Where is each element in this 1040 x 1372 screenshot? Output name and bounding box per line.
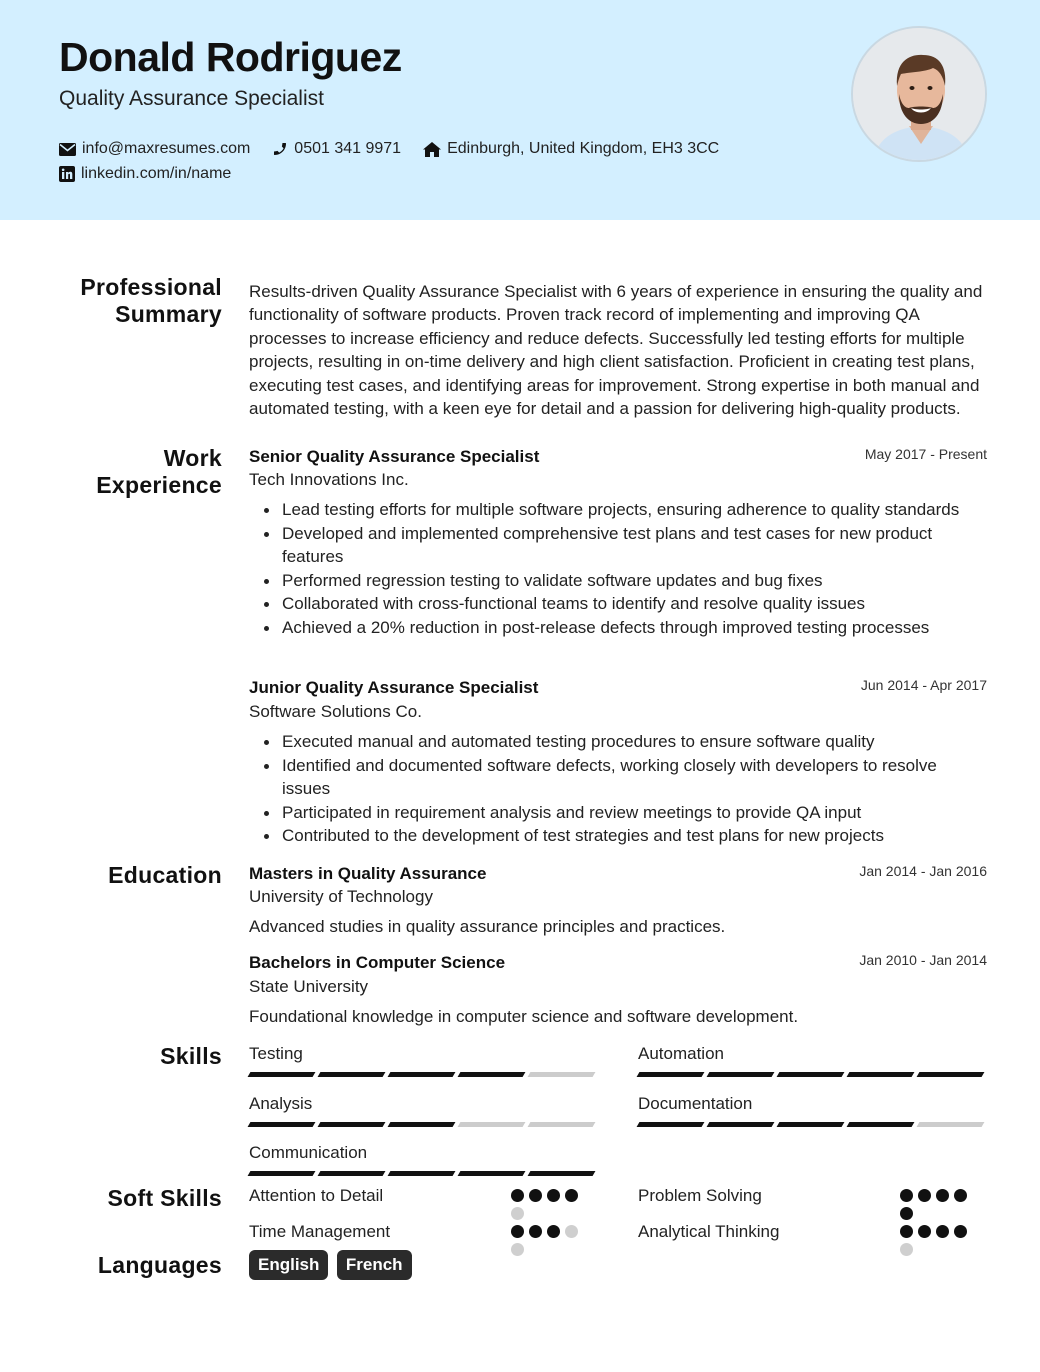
job-1-bullets <box>260 498 987 640</box>
skill-label: Automation <box>638 1044 724 1063</box>
contact-row <box>59 140 741 158</box>
address-text: Edinburgh, United Kingdom, EH3 3CC <box>447 140 720 157</box>
language-tags <box>249 1250 416 1280</box>
skill-segment <box>847 1072 915 1077</box>
address-item <box>423 140 719 158</box>
skill-bar <box>249 1122 594 1127</box>
skill-segment <box>318 1072 386 1077</box>
rating-dot <box>547 1225 560 1238</box>
candidate-name: Donald Rodriguez <box>59 34 402 80</box>
edu-1-degree: Masters in Quality Assurance <box>249 864 487 883</box>
rating-dot <box>918 1189 931 1202</box>
rating-dot <box>900 1225 913 1238</box>
contact-row-2 <box>59 165 253 183</box>
rating-dot <box>511 1225 524 1238</box>
email-text: info@maxresumes.com <box>82 140 251 157</box>
skill-segment <box>707 1072 775 1077</box>
skill-segment <box>528 1171 596 1176</box>
home-icon <box>423 142 441 157</box>
skill-label: Analysis <box>249 1094 313 1113</box>
rating-dot <box>565 1189 578 1202</box>
edu-1-dates: Jan 2014 - Jan 2016 <box>859 863 987 879</box>
language-tag: French <box>337 1250 412 1280</box>
linkedin-icon <box>59 166 75 182</box>
soft-skill-label: Analytical Thinking <box>638 1222 780 1241</box>
language-tag: English <box>249 1250 328 1280</box>
list-item: Achieved a 20% reduction in post-release defects through improved testing processes <box>260 616 987 640</box>
job-2-bullets <box>260 730 987 848</box>
section-title-education: Education <box>108 862 222 888</box>
rating-dot <box>529 1189 542 1202</box>
section-title-work: Work Experience <box>96 445 222 498</box>
edu-1-school: University of Technology <box>249 887 433 906</box>
skill-label: Documentation <box>638 1094 753 1113</box>
soft-skill-label: Attention to Detail <box>249 1186 384 1205</box>
skill-segment <box>318 1122 386 1127</box>
skill-segment <box>318 1171 386 1176</box>
rating-dot <box>954 1189 967 1202</box>
job-2-company: Software Solutions Co. <box>249 702 422 721</box>
skill-segment <box>458 1171 526 1176</box>
rating-dot <box>511 1189 524 1202</box>
list-item: Contributed to the development of test strategies and test plans for new projects <box>260 824 987 848</box>
linkedin-text: linkedin.com/in/name <box>81 165 232 182</box>
skill-label: Testing <box>249 1044 303 1063</box>
job-2-dates: Jun 2014 - Apr 2017 <box>860 677 987 693</box>
phone-item[interactable] <box>272 140 401 158</box>
rating-dot <box>936 1189 949 1202</box>
skill-segment <box>528 1072 596 1077</box>
skill-segment <box>388 1122 456 1127</box>
list-item: Lead testing efforts for multiple software projects, ensuring adherence to quality standards <box>260 498 987 522</box>
rating-dot <box>900 1243 913 1256</box>
job-1-company: Tech Innovations Inc. <box>249 470 409 489</box>
rating-dot <box>511 1243 524 1256</box>
skill-testing <box>249 1044 597 1064</box>
email-item[interactable] <box>59 140 250 158</box>
skill-bar <box>249 1171 594 1176</box>
list-item: Executed manual and automated testing procedures to ensure software quality <box>260 730 987 754</box>
job-title: Quality Assurance Specialist <box>59 87 324 110</box>
linkedin-item[interactable] <box>59 165 231 183</box>
rating-dot <box>918 1225 931 1238</box>
skill-segment <box>777 1072 845 1077</box>
rating-dot <box>565 1225 578 1238</box>
skill-segment <box>528 1122 596 1127</box>
skill-segment <box>458 1122 526 1127</box>
rating-dot <box>529 1225 542 1238</box>
skill-bar <box>638 1072 983 1077</box>
rating-dot <box>954 1225 967 1238</box>
rating-dot <box>900 1207 913 1220</box>
skill-bar <box>638 1122 983 1127</box>
skill-communication <box>249 1143 597 1163</box>
header <box>0 0 1040 220</box>
skill-segment <box>458 1072 526 1077</box>
list-item: Collaborated with cross-functional teams to identify and resolve quality issues <box>260 592 987 616</box>
job-1-dates: May 2017 - Present <box>864 446 987 462</box>
job-1-title: Senior Quality Assurance Specialist <box>249 447 540 466</box>
rating-dot <box>936 1225 949 1238</box>
phone-text: 0501 341 9971 <box>294 140 402 157</box>
skill-documentation <box>638 1094 986 1114</box>
list-item: Participated in requirement analysis and review meetings to provide QA input <box>260 801 987 825</box>
skill-label: Communication <box>249 1143 368 1162</box>
skill-segment <box>777 1122 845 1127</box>
skill-segment <box>847 1122 915 1127</box>
skill-segment <box>248 1072 316 1077</box>
skill-analysis <box>249 1094 597 1114</box>
avatar-portrait <box>853 28 987 162</box>
edu-2-dates: Jan 2010 - Jan 2014 <box>859 952 987 968</box>
envelope-icon <box>59 143 76 156</box>
skill-bar <box>249 1072 594 1077</box>
list-item: Performed regression testing to validate software updates and bug fixes <box>260 569 987 593</box>
job-2-title: Junior Quality Assurance Specialist <box>249 678 539 697</box>
rating-dot <box>900 1189 913 1202</box>
skill-segment <box>248 1171 316 1176</box>
soft-skill-label: Time Management <box>249 1222 391 1241</box>
list-item: Identified and documented software defects, working closely with developers to resolve issues <box>260 754 987 801</box>
summary-text: Results-driven Quality Assurance Specialist with 6 years of experience in ensuring the quality and functionality of software products. Proven track record of implementing and improving QA processes to increase efficiency and reduce defects. Successfully led testing efforts for multiple projects, resulting in on-time delivery and high client satisfaction. Proficient in creating test plans, executing test cases, and identifying areas for improvement. Strong expertise in both manual and automated testing, with a keen eye for detail and a passion for delivering high-quality products. <box>249 282 983 419</box>
skill-segment <box>637 1122 705 1127</box>
skill-segment <box>637 1072 705 1077</box>
section-title-languages: Languages <box>97 1252 222 1278</box>
section-title-skills: Skills <box>160 1043 222 1069</box>
edu-2-school: State University <box>249 977 369 996</box>
profile-photo <box>851 26 987 162</box>
section-title-soft-skills: Soft Skills <box>107 1185 222 1211</box>
skill-segment <box>388 1171 456 1176</box>
soft-skill-label: Problem Solving <box>638 1186 762 1205</box>
skill-segment <box>248 1122 316 1127</box>
skill-segment <box>707 1122 775 1127</box>
phone-icon <box>272 141 288 157</box>
skill-segment <box>388 1072 456 1077</box>
edu-2-degree: Bachelors in Computer Science <box>249 953 506 972</box>
skill-segment <box>917 1122 985 1127</box>
skill-segment <box>917 1072 985 1077</box>
rating-dot <box>511 1207 524 1220</box>
skill-automation <box>638 1044 986 1064</box>
list-item: Developed and implemented comprehensive test plans and test cases for new product features <box>260 522 987 569</box>
edu-2-description: Foundational knowledge in computer science and software development. <box>249 1007 799 1026</box>
edu-1-description: Advanced studies in quality assurance principles and practices. <box>249 917 726 936</box>
section-title-summary: Professional Summary <box>80 274 222 327</box>
rating-dot <box>547 1189 560 1202</box>
